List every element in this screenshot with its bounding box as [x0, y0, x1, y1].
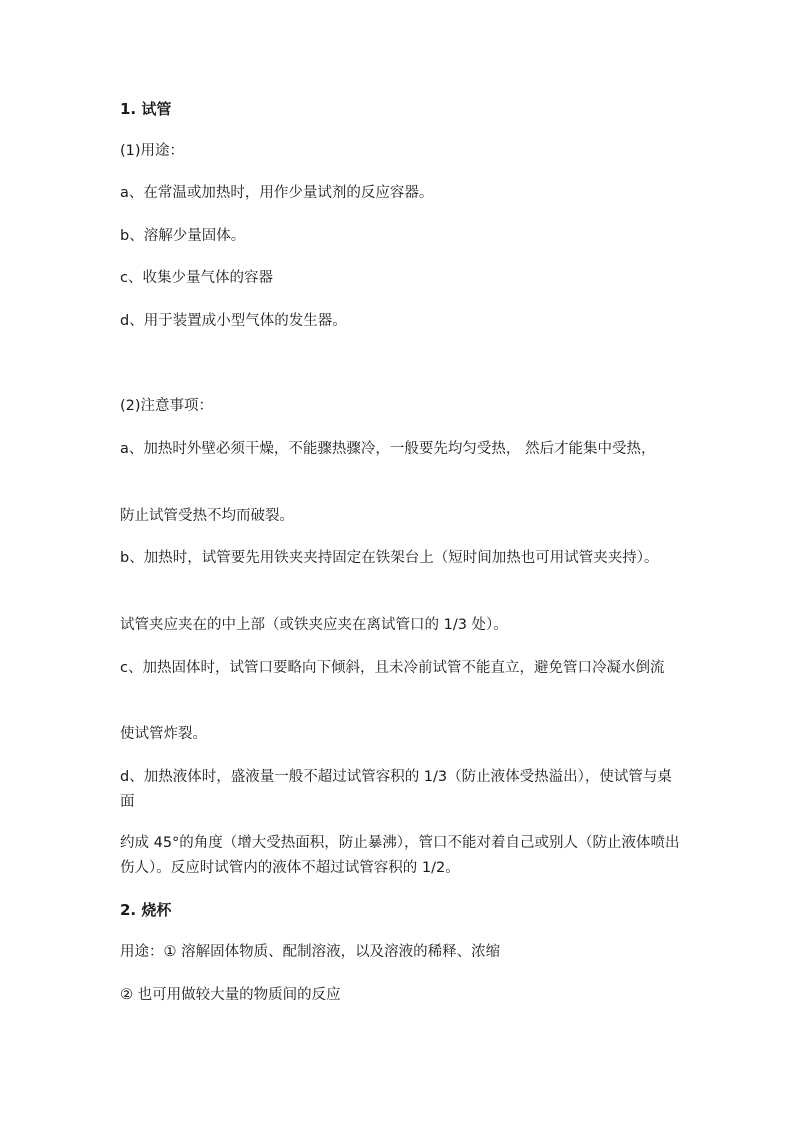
beaker-usage-line-2: ② 也可用做较大量的物质间的反应: [120, 987, 341, 1003]
note-c: c、加热固体时，试管口要略向下倾斜，且未冷前试管不能直立，避免管口冷凝水倒流: [120, 660, 665, 676]
usage-label: (1)用途：: [120, 143, 185, 159]
usage-item-a: a、在常温或加热时，用作少量试剂的反应容器。: [120, 185, 434, 201]
note-a-continued: 防止试管受热不均而破裂。: [120, 508, 294, 524]
section-heading-beaker: 2. 烧杯: [120, 901, 172, 919]
usage-item-b: b、溶解少量固体。: [120, 228, 246, 244]
note-d: d、加热液体时，盛液量一般不超过试管容积的 1/3（防止液体受热溢出），使试管与桌面: [120, 769, 672, 810]
note-b: b、加热时，试管要先用铁夹夹持固定在铁架台上（短时间加热也可用试管夹夹持）。: [120, 550, 659, 566]
note-c-continued: 使试管炸裂。: [120, 726, 207, 742]
section-heading-test-tube: 1. 试管: [120, 100, 172, 118]
usage-item-d: d、用于装置成小型气体的发生器。: [120, 313, 347, 329]
note-a: a、加热时外壁必须干燥，不能骤热骤冷，一般要先均匀受热， 然后才能集中受热，: [120, 441, 656, 457]
notes-label: (2)注意事项：: [120, 398, 214, 414]
beaker-usage-line-1: 用途：① 溶解固体物质、配制溶液，以及溶液的稀释、浓缩: [120, 944, 501, 960]
usage-item-c: c、收集少量气体的容器: [120, 270, 273, 286]
note-b-continued: 试管夹应夹在的中上部（或铁夹应夹在离试管口的 1/3 处）。: [120, 617, 508, 633]
note-d-continued: 约成 45°的角度（增大受热面积，防止暴沸），管口不能对着自己或别人（防止液体喷出伤人）。反应时试管内的液体不超过试管容积的 1/2。: [120, 835, 680, 876]
